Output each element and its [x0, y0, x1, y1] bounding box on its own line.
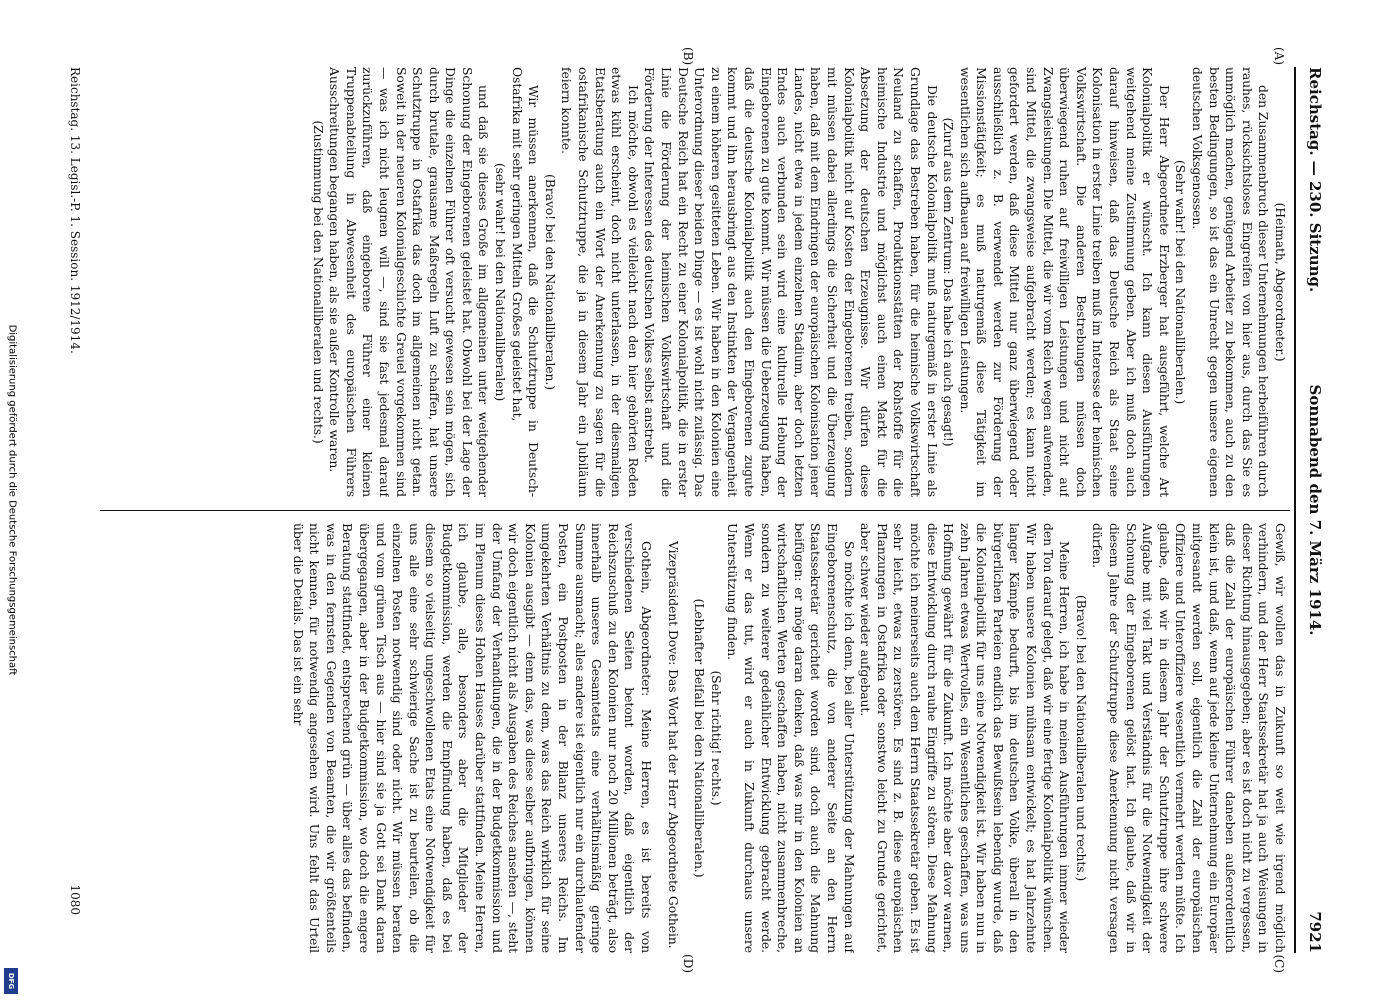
margin-marker-a: (A)	[1272, 47, 1286, 66]
rotated-page-content	[60, 45, 1330, 975]
interjection: (Sehr wahr! bei den Nationalliberalen.)	[1173, 159, 1189, 405]
document-page	[60, 45, 1330, 975]
paragraph: Der Herr Abgeordnete Erzberger hat ausgeführt, welche Art Kolonialpolitik er wünscht. Ich kann diesen Ausführungen weitgehend meine Zustimmung geben. Aber ich muß doch auch darauf hinweisen, daß das Deutsche Reich als Staat seine Kolonisation in erster Linie treiben muß im Interesse der heimischen Volkswirtschaft. Die anderen Bestrebungen müssen doch überwiegend ruhen auf freiwilligen Leistungen und nicht auf Zwangsleistungen. Die Mittel, die wir vom Reich wegen aufwenden, sind Mittel, die zwangsweise aufgebracht werden; es kann nicht gefordert werden, daß diese Mittel nur ganz überwiegend oder ausschließlich z. B. verwendet werden zur Förderung der Missionstätigkeit; es muß naturgemäß diese Tätigkeit im wesentlichen sich aufbauen auf freiwilligen Leistungen.	[957, 67, 1172, 497]
paragraph: Wir müssen anerkennen, daß die Schutztruppe in Deutsch-Ostafrika mit sehr geringen Mitteln Großes geleistet hat,	[509, 67, 542, 497]
paragraph: Ich möchte, obwohl es vielleicht nach den hier gehörten Reden etwas kühl erscheint, doch nicht unterlassen, in der diesmaligen Etatsberatung auch ein Wort der Anerkennung zu sagen für die ostafrikanische Schutztruppe, die ja in diesem Jahr ein Jubiläum feiern konnte.	[559, 67, 641, 497]
scan-credit-strip	[4, 0, 20, 1000]
paragraph: (Heimath, Abgeordneter.)	[1273, 202, 1288, 362]
scan-credit-text: Digitalisierung gefördert durch die Deutsche Forschungsgemeinschaft	[6, 324, 18, 676]
interjection: (Zustimmung bei den Nationalliberalen und rechts.)	[310, 120, 326, 444]
interjection: (Sehr richtig! rechts.)	[708, 670, 724, 806]
margin-marker-c: (C)	[1272, 954, 1286, 973]
paragraph: den Zusammenbruch dieser Unternehmungen herbeiführen durch rauhes, rücksichtsloses Eingreifen von hier aus, durch das Sie es unmöglich machen, genügend Arbeiter zu bekommen, auch zu den besten Bedingungen, so ist das ein Unrecht gegen unsere eigenen deutschen Volksgenossen.	[1190, 67, 1272, 497]
dfg-logo	[4, 968, 18, 994]
page-header	[1300, 67, 1324, 953]
header-date: Sonnabend den 7. März 1914.	[1306, 384, 1324, 636]
interjection: (sehr wahr! bei den Nationalliberalen)	[493, 162, 509, 402]
dfg-logo-text: DFG	[7, 972, 15, 990]
header-rule	[1294, 67, 1296, 953]
paragraph: Die deutsche Kolonialpolitik muß naturgemäß in erster Linie als Grundlage das Bestreben haben, für die heimische Volkswirtschaft Neuland zu schaffen, Produktionsstätten der Rohstoffe für die heimische Industrie und möglichst auch einen Markt für die Absetzung der deutschen Erzeugnisse. Wir dürfen diese Kolonialpolitik nicht auf Kosten der Eingeborenen treiben, sondern mit müssen dabei allerdings die Sicherheit und die Überzeugung haben, daß mit dem Eindringen der europäischen Kolonisation jener Landes, nicht etwa in jedem einzelnen Stadium, aber doch letzten Endes auch verbunden sein wird eine kulturelle Hebung der Eingeborenen zu gute kommt. Wir müssen die Ueberzeugung haben, daß die deutsche Kolonialpolitik auch den Eingeborenen zugute kommt und ihn herausbringt aus den Instinkten der Vergangenheit zu einem höheren gesitteten Leben. Wir haben in den Kolonien eine Unterordnung dieser beiden Dinge — es ist wohl nicht zulässig. Das Deutsche Reich hat ein Recht zu einer Kolonialpolitik, die in erster Linie die Förderung der heimischen Volkswirtschaft und die Förderung der Interessen des deutschen Volkes selbst anstrebt.	[642, 67, 940, 497]
left-text-column	[108, 67, 1288, 497]
paragraph: und daß sie dieses Große im allgemeinen unter weitgehender Schonung der Eingeborenen geleistet hat. Obwohl bei der Lage der Dinge die einzelnen Führer oft versucht gewesen sein mögen, sich durch brutale, grausame Maßregeln Luft zu schaffen, hat unsere Schutztruppe in Ostafrika das doch im allgemeinen nicht getan. Soweit in der neueren Kolonialgeschichte Greuel vorgekommen sind — was ich nicht leugnen will —, sind sie fast jedesmal darauf zurückzuführen, daß eingeborene Führer einer kleinen Truppenabteilung in Abwesenheit des europäischen Führers Ausschreitungen begangen haben, als sie außer Kontrolle waren.	[327, 67, 492, 497]
interjection: (Bravo! bei den Nationalliberalen und rechts.)	[1073, 594, 1089, 882]
header-session: Reichstag. — 230. Sitzung.	[1306, 67, 1324, 293]
interjection: (Bravo! bei den Nationalliberalen.)	[542, 174, 558, 390]
interjection: (Zuruf aus dem Zentrum: Das habe ich auch gesagt!)	[941, 117, 957, 447]
margin-marker-d: (D)	[681, 954, 695, 973]
footer-session-info: Reichstag. 13. Legisl.-P. 1. Session. 1912/1914.	[68, 67, 82, 354]
right-text-column	[108, 523, 1288, 953]
header-column-number: 7921	[1306, 911, 1324, 953]
speaker-paragraph: Vizepräsident Dove: Das Wort hat der Herr Abgeordnete Gothein.	[665, 541, 681, 949]
speaker-paragraph: Gothein, Abgeordneter: Meine Herren, es ist bereits von verschiedenen Seiten betont worden, daß eigentlich der Reichszuschuß zu den Kolonien nur noch 20 Millionen beträgt, also innerhalb unseres Gesamtetats eine verhältnismäßig geringe Summe ausmacht; alles andere ist eigentlich nur ein durchlaufender Posten, ein Postposten in der Bilanz unseres Reichs. Im umgekehrten Verhältnis zu dem, was das Reich wirklich für seine Kolonien ausgibt — denn das, was diese selber aufbringen, können wir doch eigentlich nicht als Ausgaben des Reiches ansehen —, steht der Umfang der Verhandlungen, die in der Budgetkommission und im Plenum dieses Hohen Hauses darüber stattfinden. Meine Herren, ich glaube, alle, besonders aber die Mitglieder der Budgetkommission, werden die Empfindung haben, daß es bei diesem so vielseitig ungeschwollenen Etats eine Notwendigkeit für uns alle eine sehr schwierige Sache ist zu beurteilen, ob die einzelnen Posten notwendig sind oder nicht. Wir müssen beraten und vom grünen Tisch aus — hier sind sie ja Gott sei Dank daran übergegangen, aber in der Budgetkommission, wo doch die engere Beratung stattfindet, entsprechend grün — über alles das befinden, was in den fernsten Gegenden von Beamten, die wir größtenteils nicht kennen, für notwendig angesehen wird. Uns fehlt das Urteil über die Details. Das ist ein sehr	[290, 523, 655, 953]
column-divider	[100, 510, 1290, 511]
paragraph: Meine Herren, ich habe in meinen Ausführungen immer wieder den Ton darauf gelegt, daß wir eine fertige Kolonialpolitik wünschen. Wir haben unsere Kolonien mühsam entwickelt; es hat Jahrzehnte langer Kämpfe bedurft, bis im deutschen Volke, überall in den bürgerlichen Parteien endlich das Bewußtsein lebendig wurde, daß die Kolonialpolitik für uns eine Notwendigkeit ist. Wir haben nun in zehn Jahren etwas Wertvolles, ein Wesentliches geschaffen, was uns Hoffnung gewährt für die Zukunft. Ich möchte aber davor warnen, diese Entwicklung durch rauhe Eingriffe zu stören. Diese Mahnung möchte ich meinerseits auch dem Herrn Staatssekretär geben. Es ist sehr leicht, etwas zu zerstören. Es sind z. B. diese europäischen Pflanzungen in Ostafrika oder sonstwo leicht zu Grunde gerichtet, aber schwer wieder aufgebaut.	[858, 523, 1073, 953]
interjection: (Lebhafter Beifall bei den Nationalliberalen.)	[692, 598, 708, 878]
paragraph: So möchte ich denn, bei aller Unterstützung der Mahnungen auf Eingeborenenschutz, die von anderer Seite an den Herrn Staatssekretär gerichtet worden sind, doch auch die Mahnung beifügen: er möge daran denken, daß was mir in den Kolonien an wirtschaftlichen Werten geschaffen haben, nicht zusammenbreche, sondern zu weiterer gedeihlicher Entwicklung gebracht werde. Wenn er das tut, wird er auch in Zukunft durchaus unsere Unterstützung finden.	[725, 523, 857, 953]
margin-marker-b: (B)	[681, 47, 695, 66]
paragraph: Gewiß, wir wollen das in Zukunft so weit wie irgend möglich verhindern, und der Herr Staatssekretär hat ja auch Weisungen in dieser Richtung hinausgegeben; aber es ist doch nicht zu vergessen, daß die Zahl der europäischen Führer daneben außerordentlich klein ist, und daß, wenn auf jede kleine Unternehmung ein Europäer mitgesandt werden soll, eigentlich die Zahl der europäischen Offiziere und Unteroffiziere wesentlich vermehrt werden müßte. Ich glaube, daß wir in diesem Jahr der Schutztruppe ihre schwere Aufgabe mit viel Takt und Verständnis für die Notwendigkeit der Schonung der Eingeborenen gelöst hat. Ich glaube, daß wir in diesem Jahre der Schutztruppe diese Anerkennung nicht versagen dürfen.	[1090, 523, 1288, 953]
page-number: 1080	[68, 884, 82, 915]
